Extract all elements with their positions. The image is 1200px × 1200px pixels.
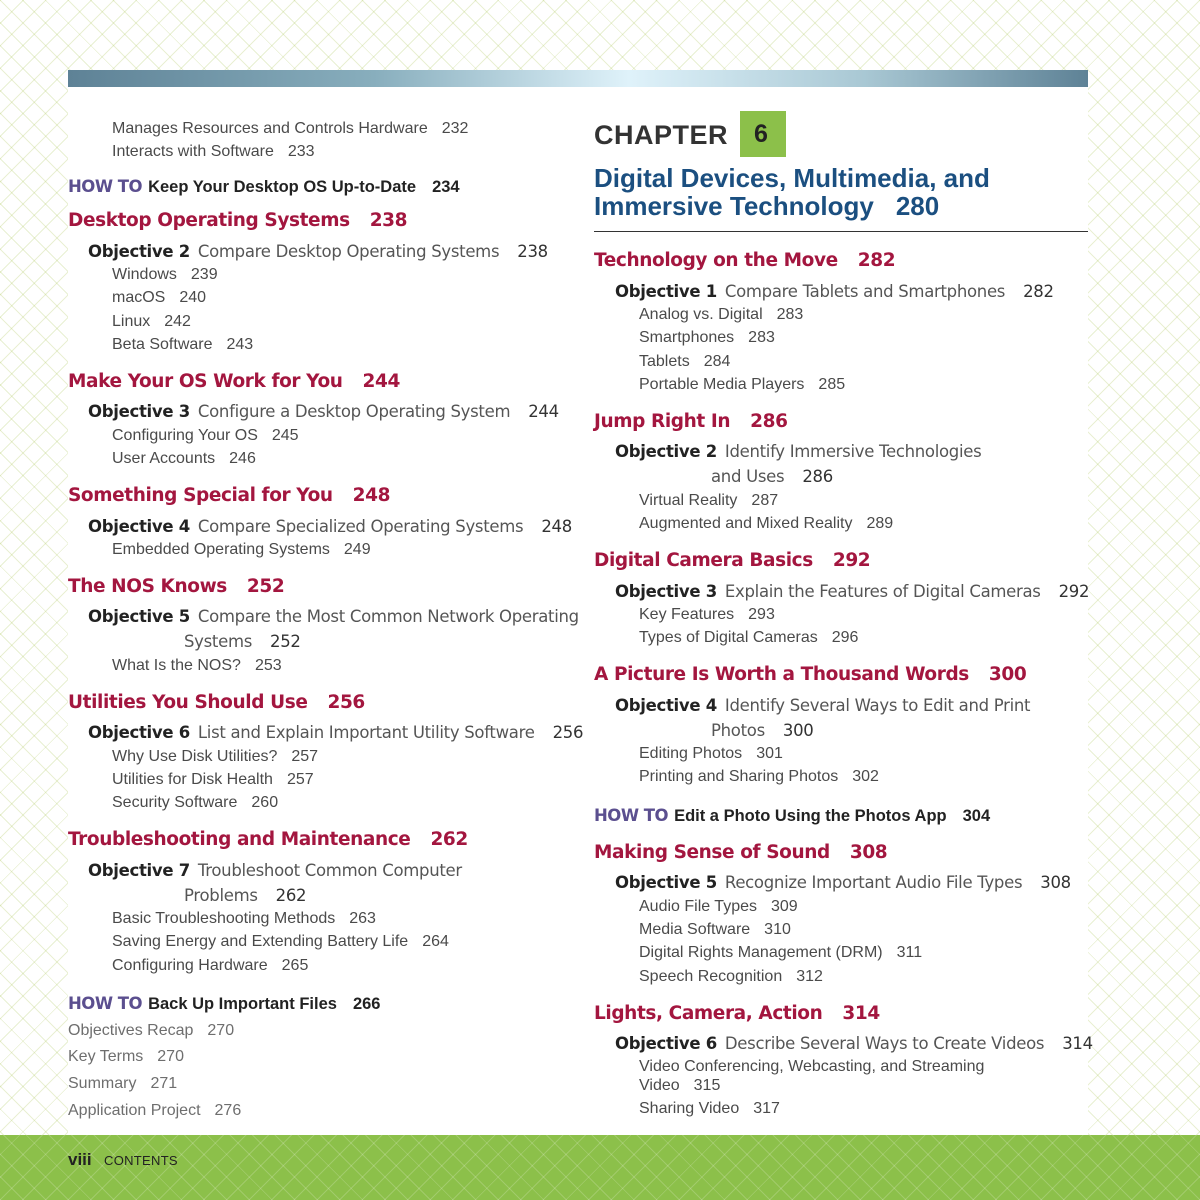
- toc-section-heading: Technology on the Move 282: [594, 250, 896, 271]
- toc-subtopic: Beta Software 243: [112, 336, 254, 353]
- howto-entry: HOW TO Keep Your Desktop OS Up-to-Date 234: [68, 177, 460, 196]
- toc-objective: Objective 3 Configure a Desktop Operating System 244: [88, 402, 559, 421]
- footer-label: CONTENTS: [104, 1153, 178, 1168]
- toc-subtopic: Media Software 310: [639, 921, 791, 938]
- toc-subtopic: Interacts with Software 233: [112, 143, 315, 160]
- toc-subtopic: Editing Photos 301: [639, 745, 783, 762]
- toc-subtopic: Portable Media Players 285: [639, 376, 846, 393]
- end-matter-item: Objectives Recap 270: [68, 1022, 235, 1039]
- toc-subtopic: Embedded Operating Systems 249: [112, 541, 371, 558]
- footer-band: [0, 1135, 1200, 1200]
- toc-subtopic: Windows 239: [112, 266, 218, 283]
- toc-subtopic: Video 315: [639, 1077, 721, 1094]
- toc-section-heading: Something Special for You 248: [68, 485, 391, 506]
- toc-objective: Objective 6 List and Explain Important Utility Software 256: [88, 723, 584, 742]
- header-rule: [68, 70, 1088, 87]
- toc-objective: Objective 1 Compare Tablets and Smartphones 282: [615, 282, 1054, 301]
- toc-section-heading: Desktop Operating Systems 238: [68, 210, 408, 231]
- toc-section-heading: Digital Camera Basics 292: [594, 550, 871, 571]
- toc-subtopic: Sharing Video 317: [639, 1100, 780, 1117]
- footer-page-number: viii: [68, 1150, 92, 1169]
- toc-subtopic: Audio File Types 309: [639, 898, 798, 915]
- howto-entry: HOW TO Edit a Photo Using the Photos App 304: [594, 806, 991, 825]
- toc-subtopic: Video Conferencing, Webcasting, and Streaming: [639, 1058, 985, 1075]
- toc-objective: Objective 5 Compare the Most Common Network Operating Systems 252: [88, 607, 579, 651]
- toc-subtopic: Printing and Sharing Photos 302: [639, 768, 879, 785]
- toc-objective: Objective 5 Recognize Important Audio File Types 308: [615, 873, 1071, 892]
- toc-section-heading: Making Sense of Sound 308: [594, 842, 888, 863]
- toc-section-heading: Lights, Camera, Action 314: [594, 1003, 880, 1024]
- end-matter-item: Summary 271: [68, 1075, 178, 1092]
- toc-section-heading: Troubleshooting and Maintenance 262: [68, 829, 468, 850]
- toc-subtopic: Configuring Hardware 265: [112, 957, 309, 974]
- toc-subtopic: Smartphones 283: [639, 329, 775, 346]
- toc-objective: Objective 3 Explain the Features of Digital Cameras 292: [615, 582, 1090, 601]
- chapter-title: Immersive Technology 280: [594, 191, 940, 221]
- toc-section-heading: The NOS Knows 252: [68, 576, 285, 597]
- end-matter-item: Key Terms 270: [68, 1048, 184, 1065]
- toc-objective: Objective 7 Troubleshoot Common Computer Problems 262: [88, 861, 462, 905]
- toc-subtopic: What Is the NOS? 253: [112, 657, 282, 674]
- end-matter-item: Application Project 276: [68, 1102, 242, 1119]
- toc-subtopic: Why Use Disk Utilities? 257: [112, 748, 319, 765]
- chapter-divider: [594, 231, 1088, 232]
- toc-objective: Objective 4 Identify Several Ways to Edit and Print Photos 300: [615, 696, 1031, 740]
- toc-objective: Objective 6 Describe Several Ways to Create Videos 314: [615, 1034, 1093, 1053]
- toc-subtopic: Tablets 284: [639, 353, 731, 370]
- toc-subtopic: Configuring Your OS 245: [112, 427, 299, 444]
- toc-subtopic: User Accounts 246: [112, 450, 256, 467]
- chapter-label: CHAPTER: [594, 120, 729, 150]
- toc-subtopic: Types of Digital Cameras 296: [639, 629, 859, 646]
- toc-objective: Objective 2 Identify Immersive Technologies and Uses 286: [615, 442, 982, 486]
- toc-objective: Objective 4 Compare Specialized Operating Systems 248: [88, 517, 572, 536]
- toc-section-heading: A Picture Is Worth a Thousand Words 300: [594, 664, 1027, 685]
- toc-subtopic: macOS 240: [112, 289, 207, 306]
- chapter-number: 6: [754, 120, 768, 148]
- toc-subtopic: Virtual Reality 287: [639, 492, 779, 509]
- toc-objective: Objective 2 Compare Desktop Operating Systems 238: [88, 242, 548, 261]
- toc-subtopic: Basic Troubleshooting Methods 263: [112, 910, 376, 927]
- toc-subtopic: Manages Resources and Controls Hardware 232: [112, 120, 469, 137]
- toc-subtopic: Digital Rights Management (DRM) 311: [639, 944, 923, 961]
- toc-section-heading: Jump Right In 286: [594, 411, 788, 432]
- toc-subtopic: Security Software 260: [112, 794, 279, 811]
- toc-subtopic: Linux 242: [112, 313, 191, 330]
- toc-section-heading: Utilities You Should Use 256: [68, 692, 365, 713]
- toc-subtopic: Utilities for Disk Health 257: [112, 771, 314, 788]
- chapter-title: Digital Devices, Multimedia, and: [594, 163, 990, 193]
- howto-entry: HOW TO Back Up Important Files 266: [68, 994, 381, 1013]
- toc-subtopic: Speech Recognition 312: [639, 968, 823, 985]
- toc-subtopic: Analog vs. Digital 283: [639, 306, 804, 323]
- toc-subtopic: Key Features 293: [639, 606, 775, 623]
- toc-subtopic: Augmented and Mixed Reality 289: [639, 515, 894, 532]
- toc-subtopic: Saving Energy and Extending Battery Life 264: [112, 933, 449, 950]
- toc-section-heading: Make Your OS Work for You 244: [68, 371, 400, 392]
